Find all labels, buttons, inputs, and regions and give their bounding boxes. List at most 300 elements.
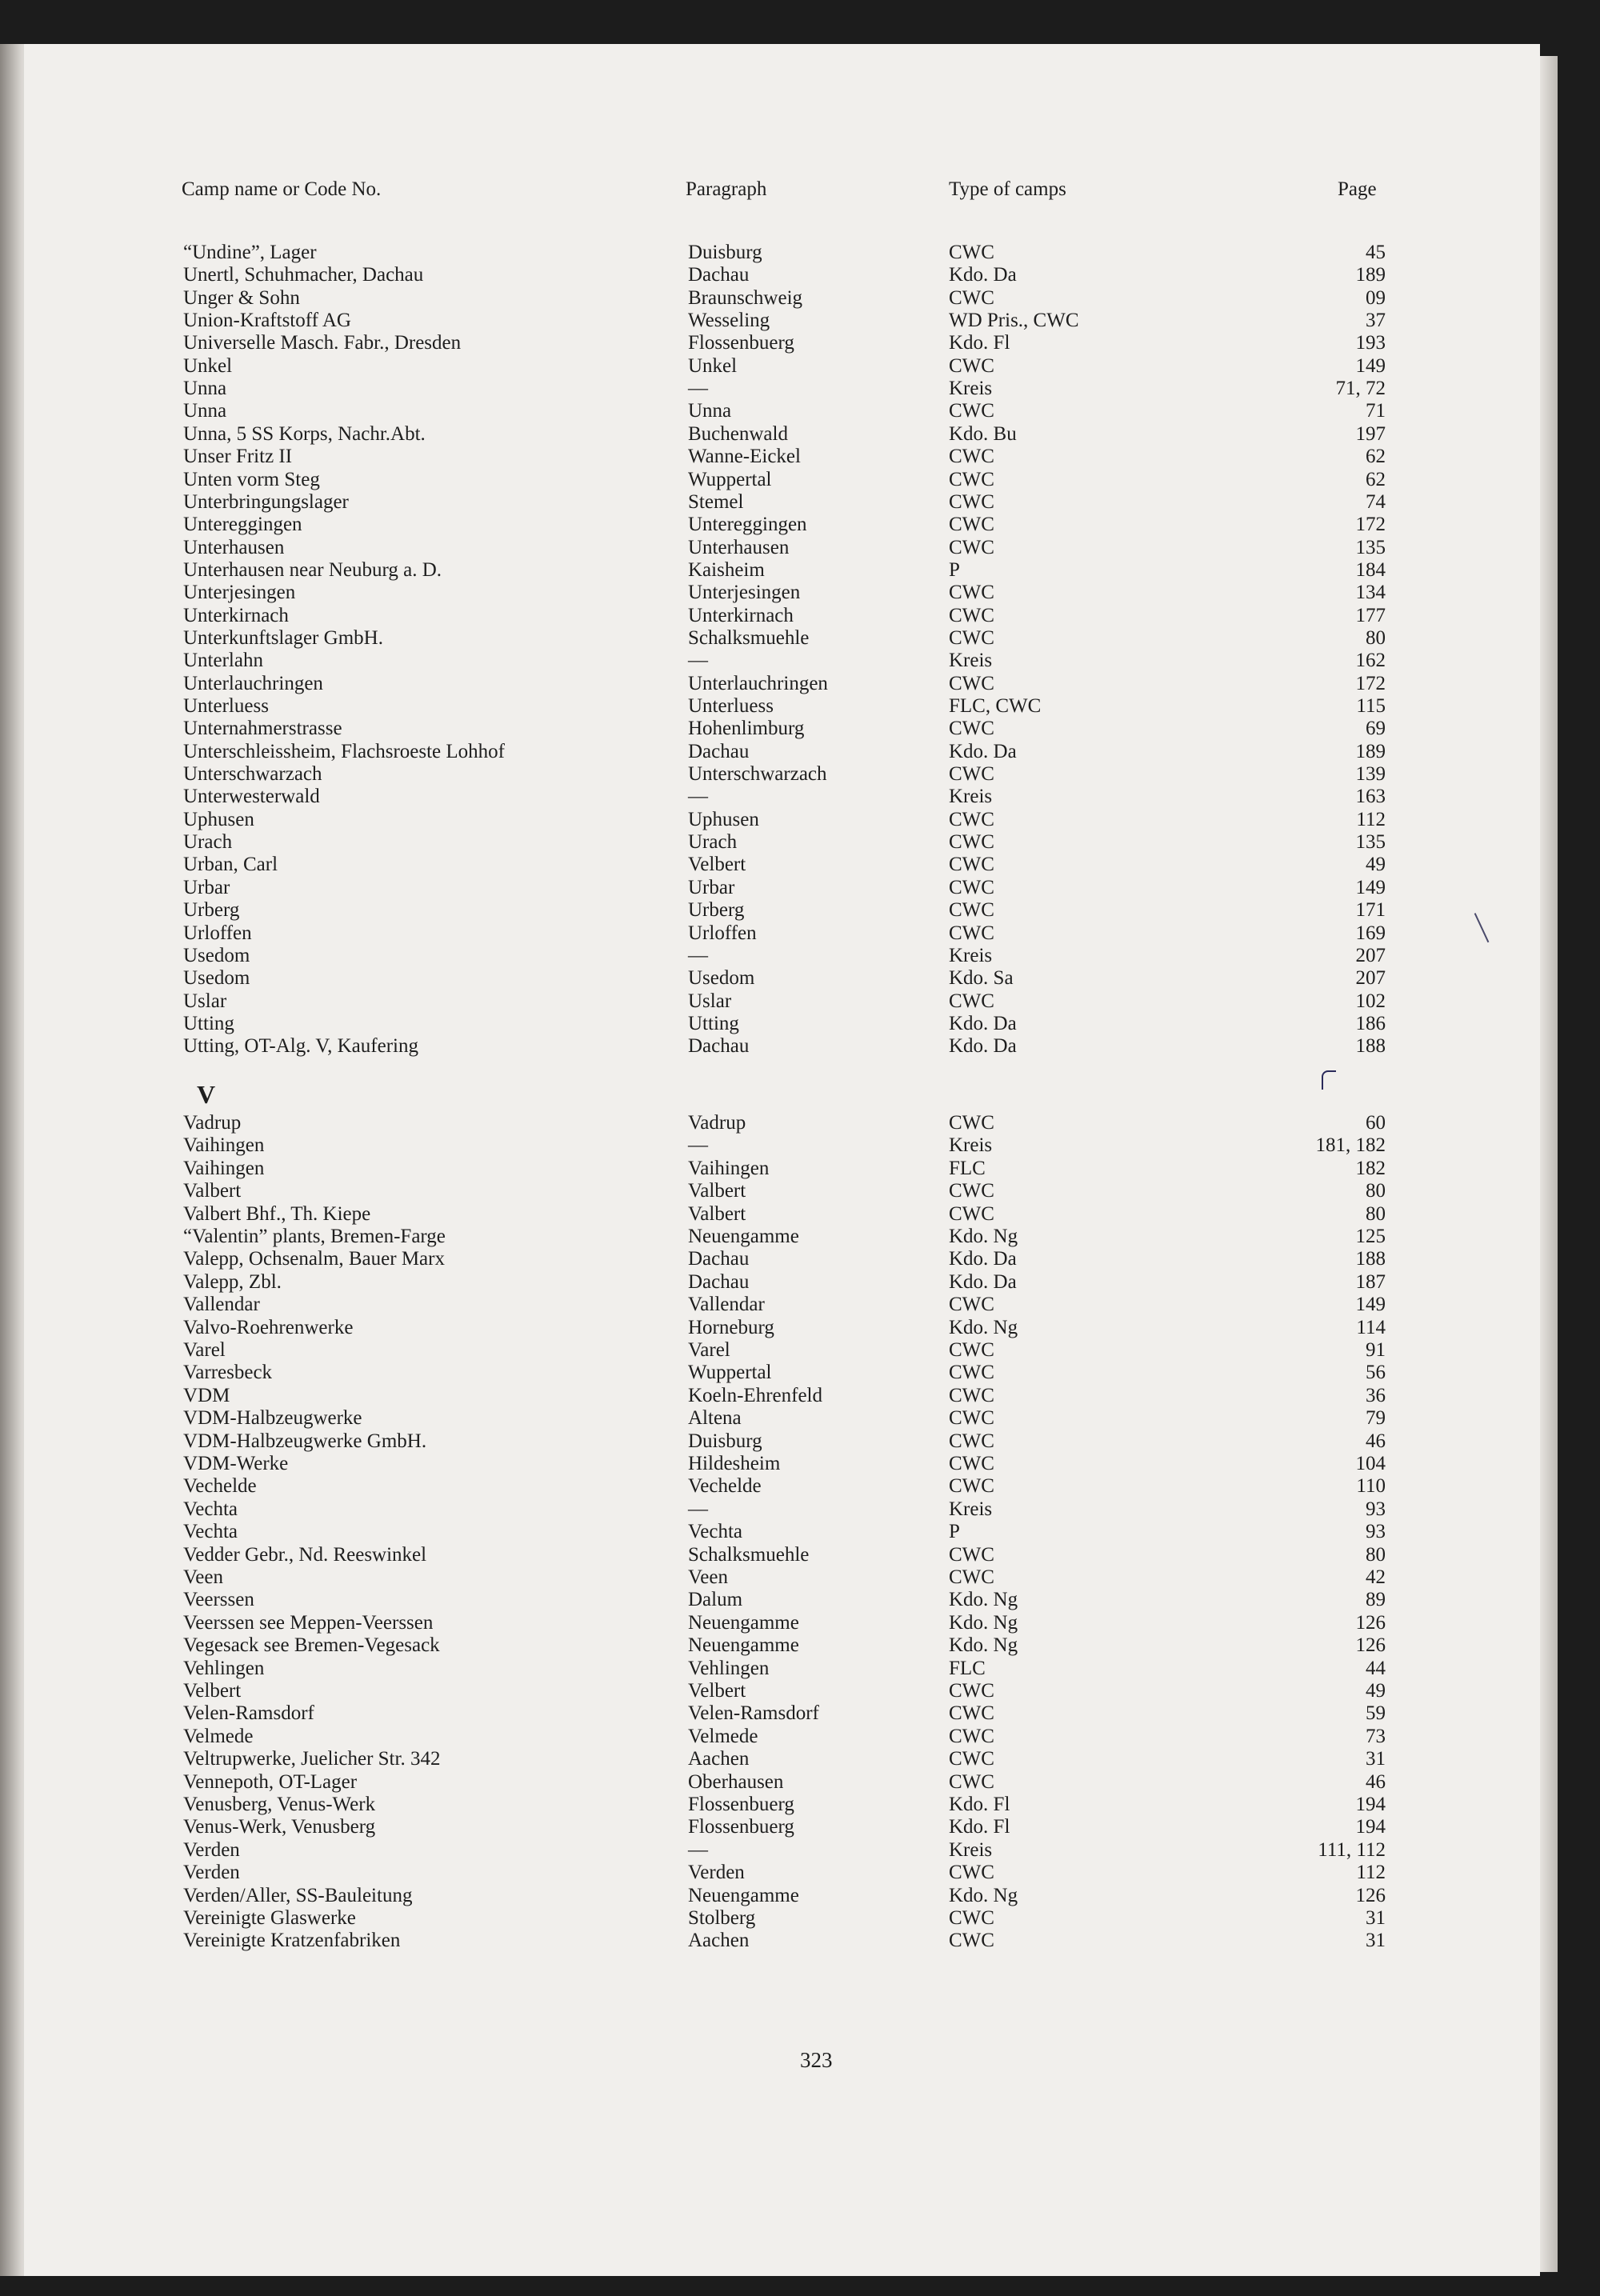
camp-name: Universelle Masch. Fabr., Dresden bbox=[183, 332, 462, 354]
camp-type: CWC bbox=[949, 1725, 994, 1747]
index-row bbox=[0, 423, 1600, 446]
page-ref: 189 bbox=[1355, 740, 1386, 762]
camp-name: Valepp, Zbl. bbox=[183, 1270, 282, 1293]
page-ref: 45 bbox=[1366, 242, 1386, 263]
paragraph: Dachau bbox=[688, 264, 750, 286]
camp-name: Union-Kraftstoff AG bbox=[183, 310, 351, 332]
page-ref: 102 bbox=[1355, 990, 1386, 1012]
camp-name: Vereinigte Kratzenfabriken bbox=[183, 1930, 401, 1952]
camp-type: CWC bbox=[949, 1430, 994, 1452]
paragraph: Duisburg bbox=[688, 242, 762, 263]
camp-name: Vallendar bbox=[183, 1294, 260, 1316]
camp-type: Kdo. Sa bbox=[949, 967, 1014, 990]
page-ref: 91 bbox=[1366, 1339, 1386, 1361]
paragraph: Aachen bbox=[688, 1748, 750, 1770]
camp-type: Kdo. Ng bbox=[949, 1316, 1018, 1338]
page-ref: 93 bbox=[1366, 1498, 1386, 1520]
camp-type: Kdo. Ng bbox=[949, 1884, 1018, 1906]
camp-type: CWC bbox=[949, 808, 994, 830]
camp-name: Valbert Bhf., Th. Kiepe bbox=[183, 1202, 371, 1225]
paragraph: Wuppertal bbox=[688, 468, 772, 490]
index-row bbox=[0, 1134, 1600, 1157]
page-ref: 197 bbox=[1355, 422, 1386, 445]
index-row bbox=[0, 1013, 1600, 1035]
index-row bbox=[0, 899, 1600, 922]
camp-type: Kreis bbox=[949, 1498, 993, 1520]
index-row bbox=[0, 1839, 1600, 1862]
camp-name: Unger & Sohn bbox=[183, 286, 300, 309]
camp-name: Vaihingen bbox=[183, 1134, 265, 1157]
camp-name: Urberg bbox=[183, 899, 240, 922]
camp-type: CWC bbox=[949, 718, 994, 740]
page-ref: 42 bbox=[1366, 1566, 1386, 1588]
camp-type: Kreis bbox=[949, 786, 993, 808]
page-ref: 171 bbox=[1355, 899, 1386, 922]
camp-name: Untereggingen bbox=[183, 514, 302, 536]
page-ref: 110 bbox=[1356, 1475, 1386, 1498]
paragraph: Vehlingen bbox=[688, 1657, 770, 1679]
camp-name: Veerssen see Meppen-Veerssen bbox=[183, 1611, 434, 1634]
camp-type: CWC bbox=[949, 1475, 994, 1498]
camp-type: CWC bbox=[949, 286, 994, 309]
index-row bbox=[0, 582, 1600, 604]
camp-name: Usedom bbox=[183, 967, 250, 990]
index-row bbox=[0, 1035, 1600, 1058]
page-ref: 188 bbox=[1355, 1248, 1386, 1270]
paragraph: Vadrup bbox=[688, 1112, 746, 1134]
paragraph: Unkel bbox=[688, 354, 738, 377]
index-row bbox=[0, 1385, 1600, 1407]
camp-type: CWC bbox=[949, 831, 994, 854]
camp-name: VDM bbox=[183, 1384, 230, 1406]
paragraph: Unterjesingen bbox=[688, 582, 801, 604]
page-ref: 126 bbox=[1355, 1611, 1386, 1634]
paragraph: Schalksmuehle bbox=[688, 626, 810, 649]
camp-name: “Valentin” plants, Bremen-Farge bbox=[183, 1226, 446, 1247]
page-ref: 177 bbox=[1355, 604, 1386, 626]
page-number: 323 bbox=[800, 2048, 833, 2072]
index-row bbox=[0, 1612, 1600, 1634]
camp-name: Vedder Gebr., Nd. Reeswinkel bbox=[183, 1543, 427, 1566]
camp-type: CWC bbox=[949, 1566, 994, 1588]
camp-name: Uphusen bbox=[183, 808, 254, 830]
camp-type: CWC bbox=[949, 536, 994, 558]
page-ref: 89 bbox=[1366, 1589, 1386, 1611]
index-row bbox=[0, 741, 1600, 763]
index-row bbox=[0, 1566, 1600, 1589]
paragraph: Stemel bbox=[688, 490, 744, 513]
page-ref: 79 bbox=[1366, 1407, 1386, 1430]
paragraph: Schalksmuehle bbox=[688, 1543, 810, 1566]
camp-name: Unterhausen near Neuburg a. D. bbox=[183, 558, 442, 581]
index-row bbox=[0, 763, 1600, 786]
camp-type: Kreis bbox=[949, 944, 993, 966]
index-row bbox=[0, 378, 1600, 400]
camp-name: VDM-Halbzeugwerke GmbH. bbox=[183, 1430, 427, 1452]
page-ref: 49 bbox=[1366, 854, 1386, 876]
index-row bbox=[0, 559, 1600, 582]
index-row bbox=[0, 1726, 1600, 1748]
paragraph: Oberhausen bbox=[688, 1770, 784, 1793]
page-ref: 31 bbox=[1366, 1930, 1386, 1952]
camp-type: CWC bbox=[949, 1362, 994, 1384]
page-ref: 115 bbox=[1356, 695, 1386, 717]
camp-type: Kdo. Da bbox=[949, 1270, 1017, 1293]
page-ref: 187 bbox=[1355, 1270, 1386, 1293]
page-ref: 71 bbox=[1366, 400, 1386, 422]
camp-type: Kdo. Bu bbox=[949, 422, 1017, 445]
paragraph: Veen bbox=[688, 1566, 728, 1588]
page-ref: 193 bbox=[1355, 332, 1386, 354]
camp-name: Unterbringungslager bbox=[183, 490, 349, 513]
index-row bbox=[0, 491, 1600, 514]
page-ref: 182 bbox=[1355, 1157, 1386, 1179]
camp-name: Varel bbox=[183, 1339, 226, 1361]
index-row bbox=[0, 1475, 1600, 1498]
page-ref: 37 bbox=[1366, 310, 1386, 332]
index-row bbox=[0, 1816, 1600, 1838]
index-row bbox=[0, 673, 1600, 695]
paragraph: — bbox=[688, 1134, 708, 1157]
paragraph: Horneburg bbox=[688, 1316, 774, 1338]
camp-type: Kdo. Ng bbox=[949, 1589, 1018, 1611]
camp-type: CWC bbox=[949, 1384, 994, 1406]
camp-type: Kdo. Ng bbox=[949, 1226, 1018, 1247]
camp-type: Kdo. Da bbox=[949, 1248, 1017, 1270]
camp-name: Verden/Aller, SS-Bauleitung bbox=[183, 1884, 413, 1906]
paragraph: Duisburg bbox=[688, 1430, 762, 1452]
index-row bbox=[0, 990, 1600, 1013]
camp-type: CWC bbox=[949, 876, 994, 898]
paragraph: Dachau bbox=[688, 1270, 750, 1293]
index-row bbox=[0, 1885, 1600, 1907]
paragraph: Hildesheim bbox=[688, 1453, 781, 1474]
paragraph: Unterschwarzach bbox=[688, 763, 827, 786]
paragraph: Wesseling bbox=[688, 310, 770, 332]
page-ref: 172 bbox=[1355, 514, 1386, 536]
paragraph: Verden bbox=[688, 1862, 745, 1884]
index-row bbox=[0, 1453, 1600, 1475]
page-ref: 31 bbox=[1366, 1907, 1386, 1929]
index-row bbox=[0, 1271, 1600, 1294]
index-row bbox=[0, 1180, 1600, 1202]
page-ref: 73 bbox=[1366, 1725, 1386, 1747]
page-ref: 112 bbox=[1356, 808, 1386, 830]
camp-name: Utting, OT-Alg. V, Kaufering bbox=[183, 1035, 418, 1058]
camp-name: Venus-Werk, Venusberg bbox=[183, 1816, 376, 1838]
index-row bbox=[0, 242, 1600, 264]
paragraph: Velbert bbox=[688, 854, 746, 876]
camp-name: Veen bbox=[183, 1566, 223, 1588]
page-ref: 126 bbox=[1355, 1884, 1386, 1906]
camp-type: P bbox=[949, 1521, 960, 1543]
camp-name: Unterschleissheim, Flachsroeste Lohhof bbox=[183, 740, 505, 762]
camp-type: CWC bbox=[949, 1202, 994, 1225]
paragraph: Dachau bbox=[688, 1035, 750, 1058]
page-ref: 162 bbox=[1355, 650, 1386, 672]
page-ref: 49 bbox=[1366, 1680, 1386, 1702]
camp-type: Kdo. Fl bbox=[949, 332, 1010, 354]
index-row bbox=[0, 854, 1600, 876]
paragraph: Altena bbox=[688, 1407, 742, 1430]
page-ref: 181, 182 bbox=[1315, 1134, 1386, 1157]
page-ref: 80 bbox=[1366, 1180, 1386, 1202]
page-ref: 149 bbox=[1355, 876, 1386, 898]
paragraph: Unna bbox=[688, 400, 732, 422]
page-ref: 194 bbox=[1355, 1794, 1386, 1815]
page-ref: 163 bbox=[1355, 786, 1386, 808]
index-row bbox=[0, 1339, 1600, 1362]
camp-type: CWC bbox=[949, 1112, 994, 1134]
paragraph: Velen-Ramsdorf bbox=[688, 1702, 819, 1725]
paragraph: Unterhausen bbox=[688, 536, 790, 558]
camp-type: CWC bbox=[949, 468, 994, 490]
paragraph: Uslar bbox=[688, 990, 732, 1012]
camp-type: P bbox=[949, 558, 960, 581]
camp-name: “Undine”, Lager bbox=[183, 242, 317, 263]
paragraph: Vallendar bbox=[688, 1294, 765, 1316]
column-header-camp-name: Camp name or Code No. bbox=[182, 178, 382, 200]
camp-name: Utting bbox=[183, 1012, 234, 1034]
camp-type: CWC bbox=[949, 490, 994, 513]
camp-type: CWC bbox=[949, 604, 994, 626]
index-row bbox=[0, 264, 1600, 286]
camp-type: Kreis bbox=[949, 1838, 993, 1861]
index-row bbox=[0, 650, 1600, 672]
camp-name: VDM-Halbzeugwerke bbox=[183, 1407, 362, 1430]
camp-name: Unterjesingen bbox=[183, 582, 296, 604]
camp-name: Vennepoth, OT-Lager bbox=[183, 1770, 358, 1793]
paragraph: Uphusen bbox=[688, 808, 759, 830]
paragraph: Stolberg bbox=[688, 1907, 756, 1929]
page-ref: 186 bbox=[1355, 1012, 1386, 1034]
camp-name: Velbert bbox=[183, 1680, 242, 1702]
paragraph: — bbox=[688, 1498, 708, 1520]
index-row bbox=[0, 877, 1600, 899]
index-row bbox=[0, 1680, 1600, 1702]
index-row bbox=[0, 332, 1600, 354]
index-row bbox=[0, 1430, 1600, 1453]
camp-type: Kdo. Da bbox=[949, 264, 1017, 286]
camp-type: FLC bbox=[949, 1157, 986, 1179]
camp-name: Urbar bbox=[183, 876, 230, 898]
page-ref: 149 bbox=[1355, 354, 1386, 377]
paragraph: Wanne-Eickel bbox=[688, 446, 801, 468]
page-ref: 80 bbox=[1366, 1202, 1386, 1225]
page-ref: 184 bbox=[1355, 558, 1386, 581]
camp-name: Vechelde bbox=[183, 1475, 257, 1498]
paragraph: Neuengamme bbox=[688, 1611, 799, 1634]
index-row bbox=[0, 1203, 1600, 1226]
camp-type: Kdo. Da bbox=[949, 740, 1017, 762]
index-row bbox=[0, 1294, 1600, 1316]
camp-type: Kdo. Ng bbox=[949, 1634, 1018, 1657]
index-row bbox=[0, 1362, 1600, 1384]
index-row bbox=[0, 695, 1600, 718]
page-ref: 56 bbox=[1366, 1362, 1386, 1384]
camp-name: Vechta bbox=[183, 1498, 238, 1520]
page-ref: 125 bbox=[1355, 1226, 1386, 1247]
camp-name: Unternahmerstrasse bbox=[183, 718, 342, 740]
page-ref: 46 bbox=[1366, 1770, 1386, 1793]
camp-name: Unterschwarzach bbox=[183, 763, 322, 786]
camp-name: Unterlauchringen bbox=[183, 672, 323, 694]
index-row bbox=[0, 1907, 1600, 1930]
camp-type: CWC bbox=[949, 582, 994, 604]
paragraph: Vechta bbox=[688, 1521, 743, 1543]
camp-name: Vehlingen bbox=[183, 1657, 265, 1679]
camp-name: Unser Fritz II bbox=[183, 446, 293, 468]
pen-mark bbox=[1322, 1070, 1336, 1090]
page-ref: 93 bbox=[1366, 1521, 1386, 1543]
camp-type: CWC bbox=[949, 354, 994, 377]
page-ref: 09 bbox=[1366, 286, 1386, 309]
page-ref: 80 bbox=[1366, 1543, 1386, 1566]
page-ref: 139 bbox=[1355, 763, 1386, 786]
index-row bbox=[0, 1112, 1600, 1134]
paragraph: Dachau bbox=[688, 740, 750, 762]
camp-type: Kdo. Ng bbox=[949, 1611, 1018, 1634]
column-header-page: Page bbox=[1338, 178, 1377, 200]
page-ref: 62 bbox=[1366, 468, 1386, 490]
camp-name: Unterwesterwald bbox=[183, 786, 320, 808]
paragraph: — bbox=[688, 944, 708, 966]
camp-type: Kdo. Da bbox=[949, 1012, 1017, 1034]
index-row bbox=[0, 945, 1600, 967]
paragraph: Urloffen bbox=[688, 922, 757, 944]
camp-type: Kdo. Fl bbox=[949, 1794, 1010, 1815]
page-ref: 111, 112 bbox=[1318, 1838, 1386, 1861]
index-row bbox=[0, 446, 1600, 468]
camp-name: Vechta bbox=[183, 1521, 238, 1543]
paragraph: Dachau bbox=[688, 1248, 750, 1270]
page-ref: 135 bbox=[1355, 536, 1386, 558]
camp-type: CWC bbox=[949, 1180, 994, 1202]
camp-name: Vereinigte Glaswerke bbox=[183, 1907, 356, 1929]
page-ref: 104 bbox=[1355, 1453, 1386, 1474]
paragraph: Neuengamme bbox=[688, 1226, 799, 1247]
camp-name: Urach bbox=[183, 831, 233, 854]
paragraph: Wuppertal bbox=[688, 1362, 772, 1384]
camp-name: Vegesack see Bremen-Vegesack bbox=[183, 1634, 440, 1657]
camp-type: CWC bbox=[949, 1748, 994, 1770]
index-row bbox=[0, 605, 1600, 627]
paragraph: Unterluess bbox=[688, 695, 774, 717]
index-row bbox=[0, 537, 1600, 559]
index-row bbox=[0, 514, 1600, 536]
column-header-type: Type of camps bbox=[949, 178, 1066, 200]
index-row bbox=[0, 627, 1600, 650]
paragraph: Aachen bbox=[688, 1930, 750, 1952]
page-ref: 59 bbox=[1366, 1702, 1386, 1725]
paragraph: — bbox=[688, 1838, 708, 1861]
camp-type: FLC, CWC bbox=[949, 695, 1042, 717]
camp-type: CWC bbox=[949, 1543, 994, 1566]
index-row bbox=[0, 967, 1600, 990]
page-ref: 74 bbox=[1366, 490, 1386, 513]
page-ref: 135 bbox=[1355, 831, 1386, 854]
paragraph: Utting bbox=[688, 1012, 739, 1034]
camp-name: Unterluess bbox=[183, 695, 269, 717]
page-ref: 46 bbox=[1366, 1430, 1386, 1452]
camp-type: CWC bbox=[949, 1702, 994, 1725]
index-row bbox=[0, 310, 1600, 332]
camp-type: CWC bbox=[949, 1930, 994, 1952]
page-ref: 188 bbox=[1355, 1035, 1386, 1058]
camp-name: Unten vorm Steg bbox=[183, 468, 320, 490]
index-row bbox=[0, 1702, 1600, 1725]
camp-name: Unna bbox=[183, 378, 227, 400]
page-ref: 194 bbox=[1355, 1816, 1386, 1838]
index-row bbox=[0, 1521, 1600, 1543]
camp-name: Velen-Ramsdorf bbox=[183, 1702, 314, 1725]
camp-name: Unterkirnach bbox=[183, 604, 289, 626]
index-row bbox=[0, 786, 1600, 808]
index-row bbox=[0, 1862, 1600, 1884]
camp-name: Valvo-Roehrenwerke bbox=[183, 1316, 354, 1338]
index-row bbox=[0, 831, 1600, 854]
camp-name: Velmede bbox=[183, 1725, 254, 1747]
paragraph: Buchenwald bbox=[688, 422, 788, 445]
camp-type: Kreis bbox=[949, 650, 993, 672]
paragraph: Untereggingen bbox=[688, 514, 807, 536]
index-row bbox=[0, 1226, 1600, 1248]
index-row bbox=[0, 1634, 1600, 1657]
index-row bbox=[0, 400, 1600, 422]
camp-type: CWC bbox=[949, 400, 994, 422]
camp-type: Kdo. Da bbox=[949, 1035, 1017, 1058]
index-row bbox=[0, 1589, 1600, 1611]
index-row bbox=[0, 922, 1600, 945]
camp-name: Unna bbox=[183, 400, 227, 422]
camp-name: Usedom bbox=[183, 944, 250, 966]
index-row bbox=[0, 1407, 1600, 1430]
paragraph: Flossenbuerg bbox=[688, 332, 794, 354]
camp-name: Unkel bbox=[183, 354, 233, 377]
camp-type: CWC bbox=[949, 1770, 994, 1793]
paragraph: Flossenbuerg bbox=[688, 1794, 794, 1815]
page-ref: 149 bbox=[1355, 1294, 1386, 1316]
index-row bbox=[0, 1771, 1600, 1794]
paragraph: Hohenlimburg bbox=[688, 718, 805, 740]
paragraph: Varel bbox=[688, 1339, 730, 1361]
paragraph: — bbox=[688, 378, 708, 400]
page-ref: 189 bbox=[1355, 264, 1386, 286]
camp-name: Urloffen bbox=[183, 922, 252, 944]
paragraph: Kaisheim bbox=[688, 558, 765, 581]
section-letter: V bbox=[197, 1080, 216, 1109]
camp-type: CWC bbox=[949, 990, 994, 1012]
camp-type: Kdo. Fl bbox=[949, 1816, 1010, 1838]
page-ref: 71, 72 bbox=[1335, 378, 1386, 400]
paragraph: Vaihingen bbox=[688, 1157, 770, 1179]
index-row bbox=[0, 1158, 1600, 1180]
index-row bbox=[0, 469, 1600, 491]
camp-type: CWC bbox=[949, 1407, 994, 1430]
camp-type: CWC bbox=[949, 1862, 994, 1884]
page-ref: 126 bbox=[1355, 1634, 1386, 1657]
page-ref: 44 bbox=[1366, 1657, 1386, 1679]
paragraph: Neuengamme bbox=[688, 1634, 799, 1657]
camp-name: Uslar bbox=[183, 990, 227, 1012]
paragraph: — bbox=[688, 786, 708, 808]
camp-type: WD Pris., CWC bbox=[949, 310, 1079, 332]
paragraph: Dalum bbox=[688, 1589, 743, 1611]
page-ref: 169 bbox=[1355, 922, 1386, 944]
index-row bbox=[0, 1498, 1600, 1521]
paragraph: Vechelde bbox=[688, 1475, 762, 1498]
paragraph: Braunschweig bbox=[688, 286, 803, 309]
